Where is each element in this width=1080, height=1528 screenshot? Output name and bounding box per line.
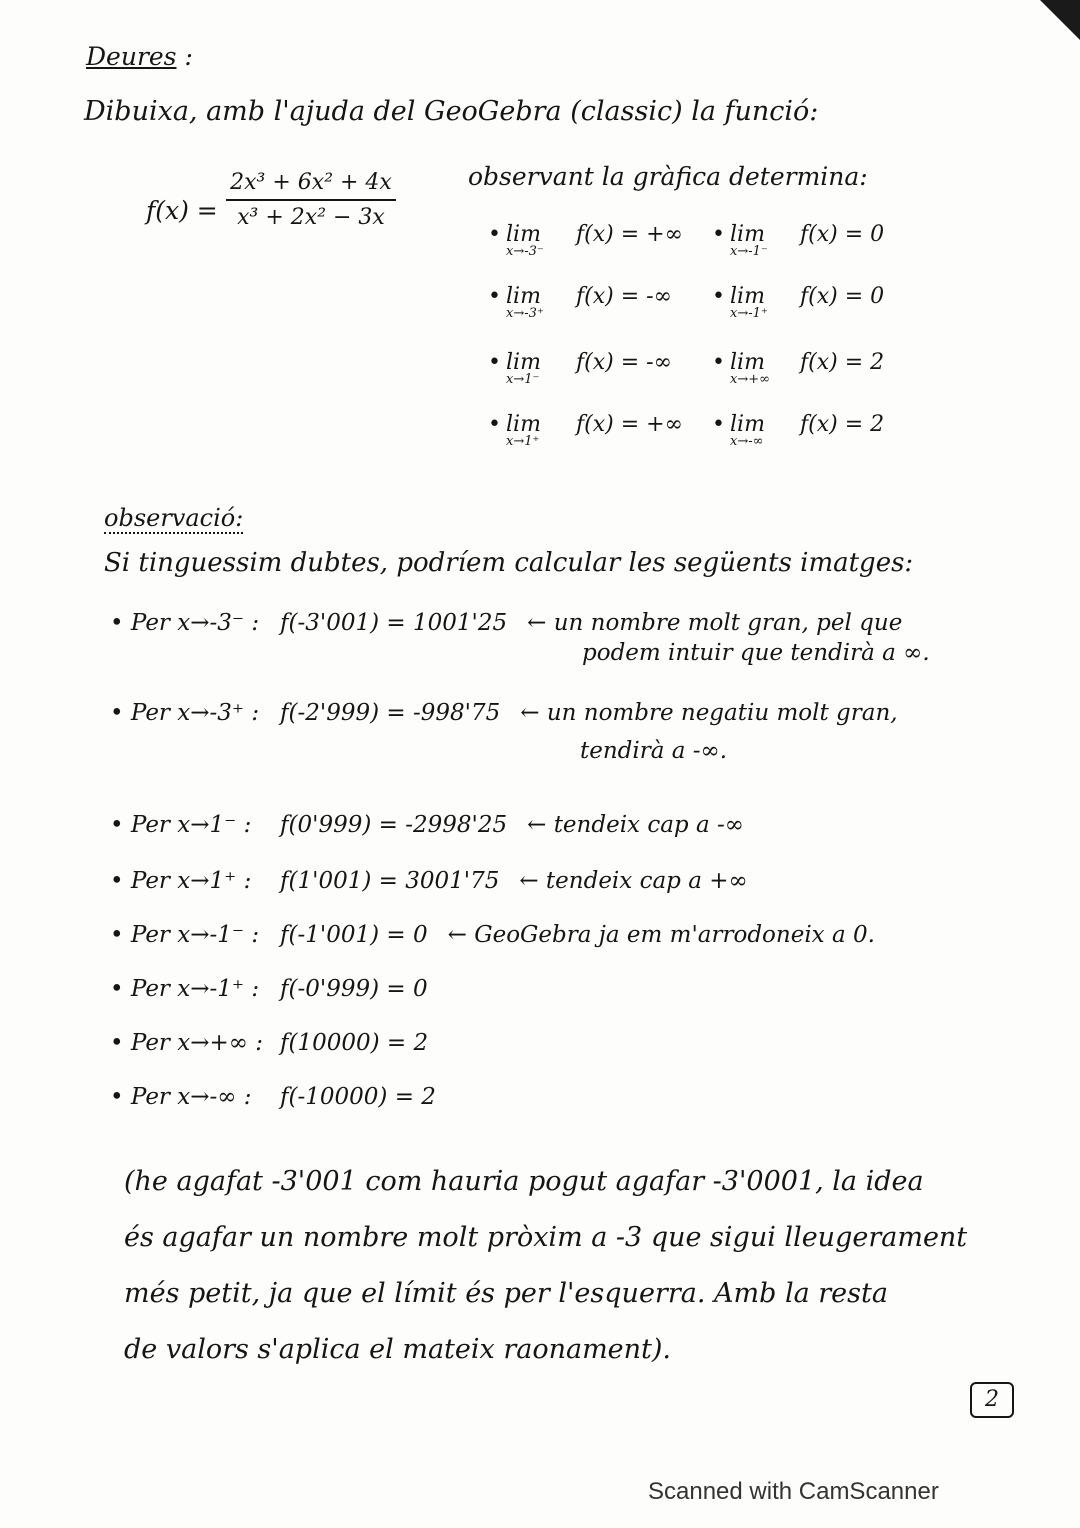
heading-title: Deures	[86, 42, 177, 71]
lim-word: lim	[506, 412, 541, 437]
limit-item: • lim x→-1⁻ f(x) = 0	[712, 222, 885, 259]
lim-word: lim	[506, 284, 541, 309]
row-case: • Per x→-1⁻ :	[110, 922, 260, 948]
function-label: f(x) =	[146, 196, 218, 225]
row-expression: f(-2'999) = -998'75	[280, 700, 501, 726]
limit-value: f(x) = 0	[800, 222, 885, 247]
evaluation-row	[110, 610, 902, 636]
lim-word: lim	[506, 350, 541, 375]
row-case: • Per x→1⁺ :	[110, 868, 252, 894]
limit-value: f(x) = 2	[800, 412, 885, 437]
explanation-line: (he agafat -3'001 com hauria pogut agafar -3'0001, la idea	[124, 1166, 924, 1197]
limit-subscript: x→-1⁺	[730, 306, 768, 321]
evaluation-row	[110, 1084, 456, 1110]
limit-subscript: x→1⁻	[506, 372, 540, 387]
page-corner-shadow	[1040, 0, 1080, 40]
limit-item: • lim x→-∞ f(x) = 2	[712, 412, 885, 449]
function-fraction	[226, 170, 396, 230]
lim-word: lim	[730, 350, 765, 375]
limit-subscript: x→-3⁺	[506, 306, 544, 321]
observation-title: observació:	[104, 504, 244, 532]
row-expression: f(0'999) = -2998'25	[280, 812, 508, 838]
limit-item: • lim x→-1⁺ f(x) = 0	[712, 284, 885, 321]
limit-subscript: x→-1⁻	[730, 244, 768, 259]
limit-item: • lim x→-3⁻ f(x) = +∞	[488, 222, 683, 259]
limit-value: f(x) = -∞	[576, 284, 672, 309]
limit-item: • lim x→+∞ f(x) = 2	[712, 350, 885, 387]
lim-word: lim	[730, 412, 765, 437]
limit-value: f(x) = +∞	[576, 222, 683, 247]
limit-value: f(x) = +∞	[576, 412, 683, 437]
row-case: • Per x→-3⁺ :	[110, 700, 260, 726]
limit-value: f(x) = 0	[800, 284, 885, 309]
row-note: ← GeoGebra ja em m'arrodoneix a 0.	[447, 922, 875, 948]
row-note: ← tendeix cap a +∞	[519, 868, 748, 894]
row-expression: f(10000) = 2	[280, 1030, 429, 1056]
evaluation-row	[110, 976, 448, 1002]
row-case: • Per x→1⁻ :	[110, 812, 252, 838]
evaluation-row	[110, 868, 748, 894]
function-numerator: 2x³ + 6x² + 4x	[226, 170, 396, 201]
page-heading	[86, 42, 193, 71]
row-note: ← un nombre molt gran, pel que	[527, 610, 903, 636]
limit-value: f(x) = -∞	[576, 350, 672, 375]
evaluation-row	[110, 922, 875, 948]
row-note-continuation: podem intuir que tendirà a ∞.	[582, 640, 930, 666]
limit-subscript: x→1⁺	[506, 434, 540, 449]
row-expression: f(-3'001) = 1001'25	[280, 610, 508, 636]
page-number: 2	[970, 1382, 1014, 1418]
row-expression: f(-1'001) = 0	[280, 922, 428, 948]
row-note-continuation: tendirà a -∞.	[580, 738, 728, 764]
limit-subscript: x→-∞	[730, 434, 764, 449]
row-note: ← tendeix cap a -∞	[527, 812, 744, 838]
limit-subscript: x→-3⁻	[506, 244, 544, 259]
lim-word: lim	[730, 284, 765, 309]
limit-value: f(x) = 2	[800, 350, 885, 375]
row-note: ← un nombre negatiu molt gran,	[520, 700, 898, 726]
explanation-line: més petit, ja que el límit és per l'esquerra. Amb la resta	[124, 1278, 888, 1309]
function-denominator: x³ + 2x² − 3x	[237, 205, 385, 230]
row-expression: f(1'001) = 3001'75	[280, 868, 500, 894]
limit-item: • lim x→1⁻ f(x) = -∞	[488, 350, 672, 387]
evaluation-row	[110, 812, 744, 838]
row-case: • Per x→+∞ :	[110, 1030, 263, 1056]
row-expression: f(-10000) = 2	[280, 1084, 436, 1110]
evaluation-row	[110, 1030, 448, 1056]
limit-item: • lim x→-3⁺ f(x) = -∞	[488, 284, 672, 321]
limit-item: • lim x→1⁺ f(x) = +∞	[488, 412, 683, 449]
heading-colon: :	[184, 42, 193, 71]
observation-intro: Si tinguessim dubtes, podríem calcular les següents imatges:	[104, 548, 914, 578]
explanation-line: de valors s'aplica el mateix raonament).	[124, 1334, 672, 1365]
lim-word: lim	[506, 222, 541, 247]
row-case: • Per x→-∞ :	[110, 1084, 252, 1110]
evaluation-row	[110, 700, 898, 726]
scanner-watermark: Scanned with CamScanner	[648, 1478, 939, 1505]
observe-instruction: observant la gràfica determina:	[468, 162, 868, 191]
limit-subscript: x→+∞	[730, 372, 770, 387]
explanation-line: és agafar un nombre molt pròxim a -3 que sigui lleugerament	[124, 1222, 968, 1253]
lim-word: lim	[730, 222, 765, 247]
exercise-statement: Dibuixa, amb l'ajuda del GeoGebra (classic) la funció:	[84, 96, 819, 127]
row-case: • Per x→-1⁺ :	[110, 976, 260, 1002]
row-expression: f(-0'999) = 0	[280, 976, 428, 1002]
row-case: • Per x→-3⁻ :	[110, 610, 260, 636]
